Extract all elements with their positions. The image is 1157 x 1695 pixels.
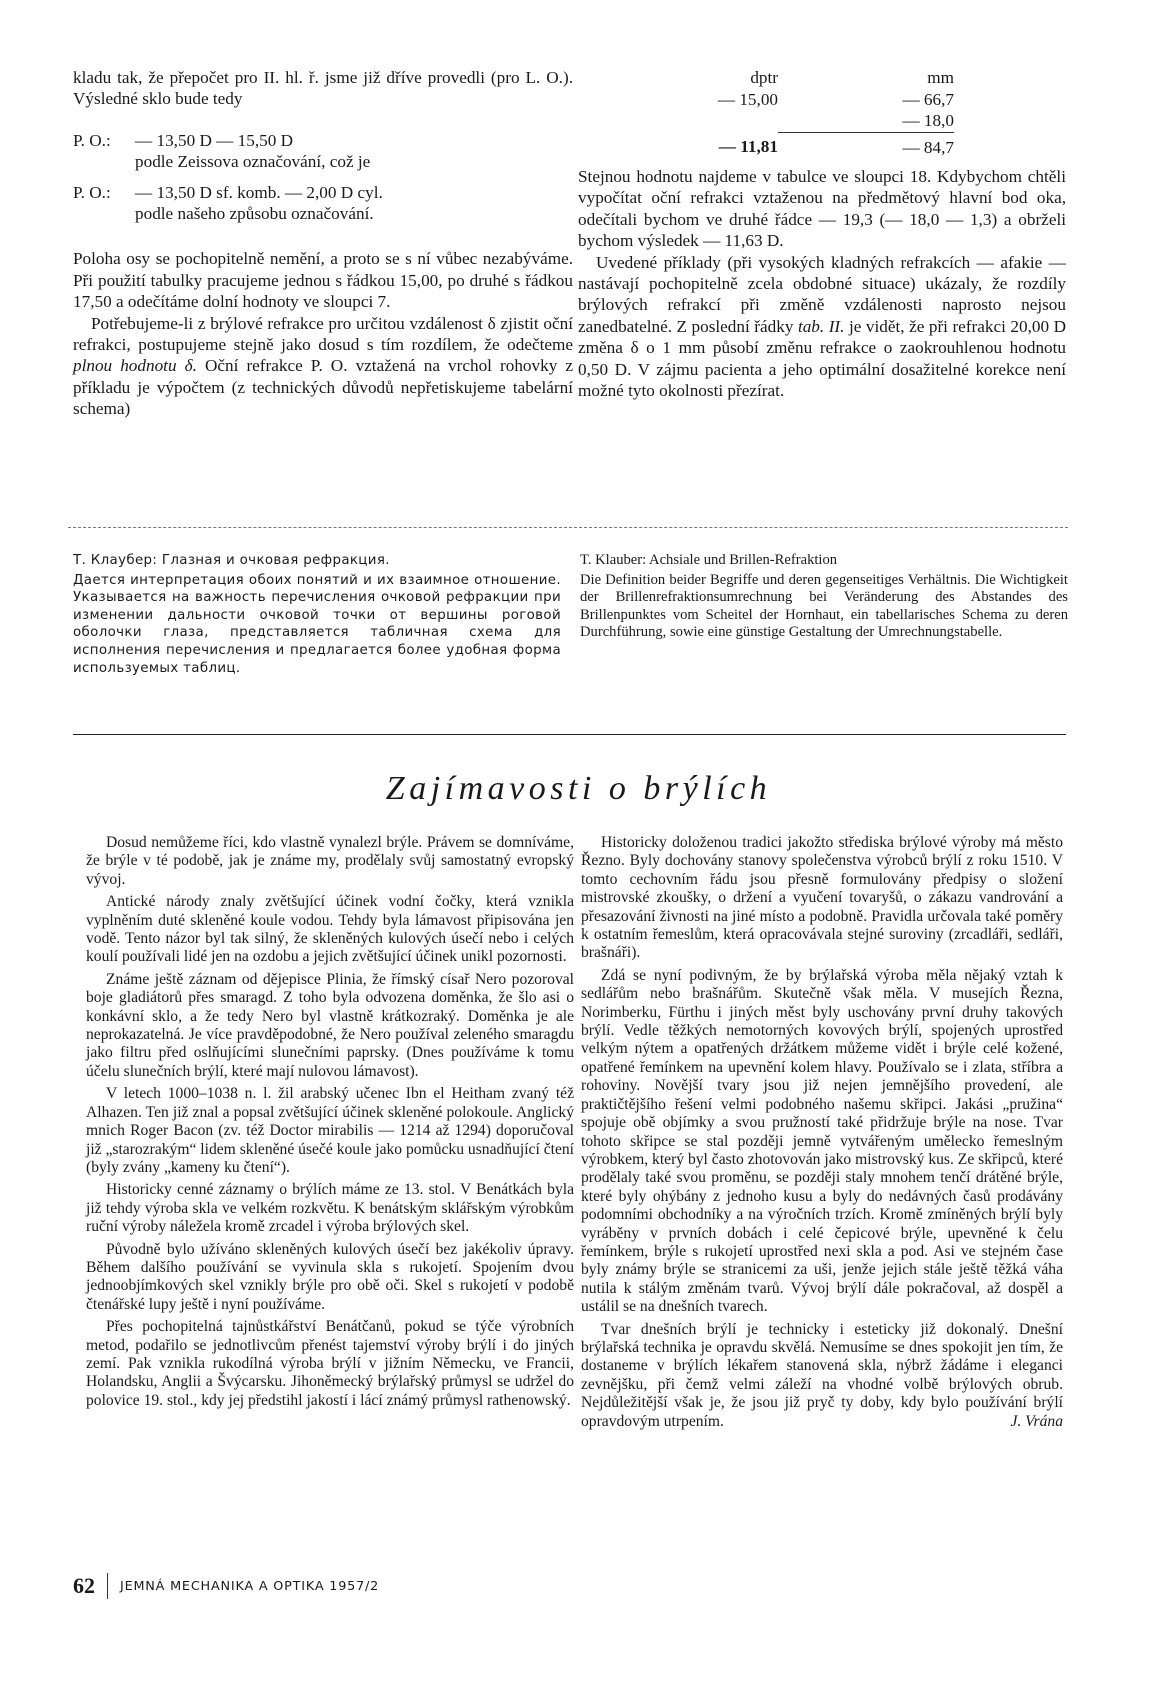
summary-russian xyxy=(73,552,561,677)
summary-de-body: Die Definition beider Begriffe und deren gegenseitiges Verhältnis. Die Wichtigkeit der Brillenrefraktionsumrechnung bei Veränderung des Abstandes des Brillenpunktes vom Scheitel der Hornhaut, ein tabellarisches Schema zu deren Durchführung, sowie eine günstige Gestaltung der Umrechnungstabelle. xyxy=(580,571,1068,641)
po-value: — 13,50 D — 15,50 D xyxy=(135,130,294,150)
article-paragraph: Známe ještě záznam od dějepisce Plinia, že římský císař Nero pozoroval boje gladiátorů přes smaragd. Z toho byla odvozena doměnka, že šlo asi o konkávní sklo, a že tedy Nero byl vlastně krátkozraký. Doměnka je ale neprokazatelná. Je více pravděpodobné, že Nero používal zeleného smaragdu jako filtru před oslňujícími slunečními paprsky. (Dnes používáme k tomu účelu slunečních brýlí, které mají nulovou lámavost). xyxy=(86,970,574,1080)
table-cell: — 18,0 xyxy=(902,111,954,131)
intro-text: kladu tak, že přepočet pro II. hl. ř. jsme již dříve provedli (pro L. O.). Výsledné sklo bude tedy xyxy=(73,68,573,109)
table-cell: — 66,7 xyxy=(902,89,954,109)
paragraph-refrakce: Potřebujeme-li z brýlové refrakce pro určitou vzdálenost δ zjistit oční refrakci, postupujeme stejně jako dosud s tím rozdílem, že odečteme plnou hodnotu δ. Oční refrakce P. O. vztažená na vrchol rohovky z příkladu je výpočtem (z technických důvodů nepřetiskujeme tabelární schema) xyxy=(73,313,573,419)
table-cell-result: — 11,81 xyxy=(718,137,778,157)
article-paragraph: Dosud nemůžeme říci, kdo vlastně vynalezl brýle. Právem se domníváme, že brýle v té podobě, jak je známe my, prodělaly svůj samostatný evropský vývoj. xyxy=(86,834,574,888)
article-paragraph: V letech 1000–1038 n. l. žil arabský učenec Ibn el Heitham zvaný též Alhazen. Ten již znal a popsal zvětšující účinek skleněné polokoule. Anglický mnich Roger Bacon (zv. též Doctor mirabilis — 1214 až 1294) doporučoval již „starozrakým“ lidem skleněné úsečé koule jako pomůcku usnadňující čtení (byly zvány „kameny ku čtení“). xyxy=(86,1085,575,1176)
po-label: P. O.: xyxy=(73,130,111,150)
po-line-ours xyxy=(73,182,573,203)
po-sub-ours: podle našeho způsobu označování. xyxy=(135,204,374,224)
summary-german xyxy=(580,552,1068,642)
article-paragraph: Antické národy znaly zvětšující účinek vodní čočky, která vznikla vyplněním duté skleněné koule vodou. Tehdy byla lámavost připisována jen vodě. Tento názor byl tak silný, že skleněných kulových úsečí nebo i celých koulí používali lidé jen na ozdobu a jejich zvětšující účinek unikl pozornosti. xyxy=(86,893,574,966)
po-sub-zeiss: podle Zeissova označování, což je xyxy=(135,152,371,172)
table-header-row xyxy=(670,67,954,89)
article-paragraph: Historicky doloženou tradici jakožto střediska brýlové výroby má město Řezno. Byly dochovány stanovy společenstva výrobců brýlí z roku 1510. V tomto cechovním řádu jsou přesně formulovány předpisy o složení mistrovské zkoušky, o držení a vyučení tovaryšů, o zákazu vandrování a přesazování živnosti na jiné místo a podobně. Pravidla určovala také poměry k ostatním řemeslům, která opracovávala stejné suroviny (zrcadláři, sedláři, brašnáři). xyxy=(581,834,1063,962)
page-number: 62 xyxy=(73,1573,95,1598)
article-left-column xyxy=(86,834,574,1410)
paragraph-priklady: Uvedené příklady (při vysokých kladných refrakcích — afakie — nastávají pochopitelně zcela obdobné situace) ukázaly, že rozdíly brýlových refrakcí při změně vzdálenosti naprosto nejsou zanedbatelné. Z poslední řádky tab. II. je vidět, že při refrakci 20,00 D změna δ o 1 mm působí změnu refrakce o zaokrouhlenou hodnotu 0,50 D. V zájmu pacienta a jeho optimální dosažitelné korekce není možné tyto okolnosti přezírat. xyxy=(578,252,1066,401)
table-row-result xyxy=(670,132,954,158)
article-paragraph: Přes pochopitelná tajnůstkářství Benátčanů, pokud se týče výrobních metod, podařilo se jednotlivcům přenést tajemství výroby brýlí i do jiných zemí. Pak vznikla rukodílná výroba brýlí v jižním Německu, ve Francii, Holandsku, Anglii a Švýcarsku. Jihoněmecký brýlařský průmysl se udržel do polovice 19. stol., kdy jej předstihl jakostí i lácí známý průmysl rathenowský. xyxy=(86,1318,574,1409)
author-signature: J. Vrána xyxy=(1010,1412,1063,1430)
section-divider-solid xyxy=(73,734,1066,735)
article-paragraph: Historicky cenné záznamy o brýlích máme ze 13. stol. V Benátkách byla již tehdy výroba skla ve velkém rozkvětu. K benátským sklářským výrobkům ruční výroby náležela kromě zrcadel i výroba brýlových skel. xyxy=(86,1181,574,1236)
section-divider-dashed xyxy=(68,527,1068,528)
po-label: P. O.: xyxy=(73,182,111,202)
table-cell: — 15,00 xyxy=(717,89,778,109)
article-paragraph: Zdá se nyní podivným, že by brýlařská výroba měla nějaký vztah k sedlářům nebo brašnářům. Skutečně však měla. V musejích Řezna, Norimberku, Fürthu i jiných měst byly uschovány první druhy takových brýlí. Vedle těžkých nemotorných kovových brýlí, spojených uprostřed velkým nýtem a opatřených držátkem můžeme vidět i brýle celé kožené, opatřené řemínkem na upevnění kolem hlavy. Používalo se i zlata, stříbra a rohoviny. Novější tvary jsou již nejen jemnějšího provedení, ale praktičtějšího řešení velmi podobného našemu skřipci. Jakási „pružina“ spojuje obě objímky a svou pružností také přidržuje brýle na nose. Tvar tohoto skřipce se stal později jemně vytvářeným uměleckо řemeslným výrobkem, který byl často zhotovován jako mistrovský kus. Ze skřipců, které prodělaly také svou proměnu, se později staly mnohem tenčí drátěné brýle, které byly ohýbány z jednoho kusu a byly do nedávných časů prodávány podomními obchodníky a na výročních trzích. Kromě zmíněných brýlí byly vyráběny v prvních dobách i celé čepicové brýle, upevněné k čelu řemínkem, brýle s rukojetí uprostřed nexi skla a pod. Asi ve stejném čase byly známy brýle se stranicemi za uši, jenže jejich stále ještě těžká váha nutila k stálým změnám tvarů. Vývoj brýlí dále pokračoval, až dospěl a ustálil se na dnešních tvarech. xyxy=(581,966,1064,1316)
article-paragraph: Původně bylo užíváno skleněných kulových úsečí bez jakékoliv úpravy. Během dalšího používání se vyvinula skla s rukojetí. Spojením dvou jednoobjímkových skel vznikly brýle pro obě oči. Skel s rukojetí v podobě čtenářské lupy ještě i nyní používáme. xyxy=(86,1240,574,1313)
po-line-zeiss xyxy=(73,130,573,151)
refraction-table xyxy=(670,67,954,158)
paragraph-stejnou: Stejnou hodnotu najdeme v tabulce ve sloupci 18. Kdybychom chtěli vypočítat oční refrakci vztaženou na předmětový hlavní bod oka, odečítali bychom ve druhé řádce — 19,3 (— 18,0 — 1,3) a obrželi bychom výsledek — 11,63 D. xyxy=(578,167,1066,251)
emphasis-plna-hodnota: plnou hodnotu δ. xyxy=(73,356,197,376)
header-mm: mm xyxy=(927,68,954,88)
article-right-column xyxy=(581,834,1063,1431)
summary-ru-head: Т. Клаубер: Глазная и очковая рефракция. xyxy=(73,553,390,568)
upper-right-column xyxy=(578,67,1066,401)
footer-divider xyxy=(107,1573,108,1599)
paragraph-osa: Poloha osy se pochopitelně nemění, a proto se s ní vůbec nezabýváme. Při použití tabulky pracujeme jednou s řádkou 15,00, po druhé s řádkou 17,50 a odečítáme dolní hodnoty ve sloupci 7. xyxy=(73,249,573,312)
table-cell xyxy=(670,110,778,132)
summary-de-head: T. Klauber: Achsiale und Brillen-Refraktion xyxy=(580,552,838,568)
page-footer xyxy=(73,1573,379,1599)
summary-ru-body: Дается интерпретация обоих понятий и их взаимное отношение. Указывается на важность перечисления очковой рефракции при изменении дальности очковой точки от вершины роговой оболочки глаза, представляется табличная схема для исполнения перечисления и предлагается более удобная форма используемых таблиц. xyxy=(73,572,561,676)
article-title: Zajímavosti o brýlích xyxy=(385,770,772,807)
po-value: — 13,50 D sf. komb. — 2,00 D cyl. xyxy=(135,182,383,202)
table-row xyxy=(670,89,954,111)
header-dptr: dptr xyxy=(750,68,778,88)
table-row xyxy=(670,110,954,132)
table-cell-result: — 84,7 xyxy=(778,132,954,158)
article-paragraph-last: Tvar dnešních brýlí je technicky i esteticky již dokonalý. Dnešní brýlařská technika je opravdu skvělá. Nemusíme se dnes spokojit jen tím, že dostaneme v brýlích lékařem stanovená skla, nýbrž žádáme i eleganci zevnějšku, při čemž velmi záleží na vhodné volbě brýlových obrub. Nejdůležitější však je, že jsou již pryč ty doby, kdy bylo používání brýlí opravdovým utrpením. J. Vrána xyxy=(581,1320,1063,1430)
upper-left-column xyxy=(73,67,573,420)
journal-name: JEMNÁ MECHANIKA A OPTIKA 1957/2 xyxy=(120,1578,380,1594)
emphasis-tab: tab. II. xyxy=(797,316,845,336)
